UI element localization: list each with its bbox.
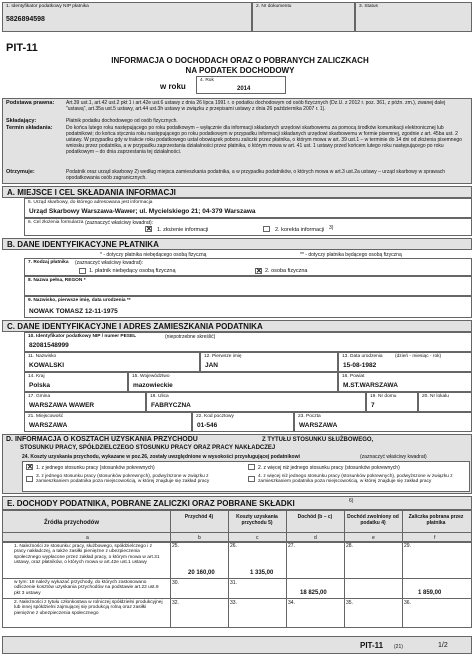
e-col-divider — [170, 510, 171, 628]
legal-basis-text: Art.39 ust.1, art.42 ust.2 pkt 1 i art.42e ust.6 ustawy z dnia 26 lipca 1991 r. o podatku dochodowym od osób fizycznych (Dz.U. z 2012 r. poz. 361, z późn. zm.), zwanej dalej "ustawą", art.35a ust.5 ustawy, art.44 ust.3h ustawy w związku z przepisami ustawy z dnia 26 października 2007 r. 1). — [66, 100, 446, 112]
year-label: 4. Rok — [200, 78, 214, 83]
commune-field[interactable] — [24, 392, 146, 412]
payer-type-opt2: 2. osoba fizyczna — [265, 268, 308, 274]
e-row-2-num: 30. — [172, 580, 179, 586]
section-e-header — [2, 496, 472, 510]
e-col-source: Źródła przychodów — [44, 520, 100, 526]
doc-number-label: 2. Nr dokumentu — [256, 4, 292, 9]
city-label: 21. Miejscowość — [28, 414, 64, 419]
e-col-costs: Koszty uzyskania przychodu 5) — [236, 514, 278, 526]
commune-value: WARSZAWA WAWER — [29, 402, 95, 409]
section-c-title: C. DANE IDENTYFIKACYJNE I ADRES ZAMIESZKANIA PODATNIKA — [7, 322, 263, 331]
recipient-text: Podatnik oraz urząd skarbowy 2) według miejsca zamieszkania podatnika, a w przypadku podatników, o których mowa w art.3 ust.2a ustawy – urząd skarbowy w sprawach opodatkowania osób zagranicznych. — [66, 169, 446, 181]
country-label: 14. Kraj — [28, 374, 45, 379]
purpose-opt2-label: 2. korekta informacji — [275, 227, 325, 233]
surname-field[interactable] — [24, 352, 200, 372]
county-label: 16. Powiat — [342, 374, 365, 379]
section-d-title-line2: STOSUNKU PRACY, SPÓŁDZIELCZEGO STOSUNKU PRACY ORAZ PRACY NAKŁADCZEJ — [20, 445, 276, 451]
e-col-exempt: Dochód zwolniony od podatku 4) — [347, 514, 399, 526]
tax-office-value: Urząd Skarbowy Warszawa-Wawer; ul. Mycielskiego 21; 04-379 Warszawa — [29, 208, 256, 215]
year-box — [196, 76, 286, 94]
section-d-q24: 24. Koszty uzyskania przychodu, wykazane w poz.26, zostały uwzględnione w wysokości przysługującej podatnikowi — [22, 454, 300, 460]
e-row-3-num: 34. — [288, 600, 295, 606]
flat-number-label: 20. Nr lokalu — [422, 394, 449, 399]
firstname-label: 12. Pierwsze imię — [204, 354, 242, 359]
payer-person-checkbox[interactable] — [255, 268, 262, 274]
post-office-field[interactable] — [294, 412, 472, 432]
taxpayer-id-hint: (niepotrzebne skreślić) — [165, 334, 216, 340]
province-label: 15. Województwo — [132, 374, 170, 379]
payer-person-value: NOWAK TOMASZ 12-11-1975 — [29, 308, 118, 315]
purpose-opt1-label: 1. złożenie informacji — [157, 227, 209, 233]
section-e-title: E. DOCHODY PODATNIKA, POBRANE ZALICZKI ORAZ POBRANE SKŁADKI — [7, 499, 295, 508]
section-d-hint: (zaznaczyć właściwy kwadrat) — [360, 454, 427, 460]
e-row-divider — [2, 598, 472, 599]
footer-form-code: PIT-11 — [360, 641, 384, 650]
purpose-correction-checkbox[interactable] — [263, 226, 270, 232]
section-c-header — [2, 320, 472, 332]
status-label: 3. Status — [359, 4, 378, 9]
doc-number-box — [252, 2, 355, 32]
e-col-divider — [402, 510, 403, 628]
house-number-value: 7 — [371, 402, 375, 409]
year-prefix: w roku — [160, 82, 186, 91]
dob-hint: (dzień - miesiąc - rok) — [395, 354, 442, 359]
cost-opt1-checkbox[interactable] — [26, 464, 33, 470]
city-value: WARSZAWA — [29, 422, 68, 429]
postcode-label: 22. Kod pocztowy — [196, 414, 234, 419]
dob-value: 15-08-1982 — [343, 362, 377, 369]
purpose-submit-checkbox[interactable] — [145, 226, 152, 232]
firstname-field[interactable] — [200, 352, 338, 372]
payer-nonperson-checkbox[interactable] — [79, 268, 86, 274]
taxpayer-id-field[interactable] — [24, 332, 472, 352]
nip-label: 1. Identyfikator podatkowy NIP płatnika — [6, 4, 89, 9]
payer-name-label: 8. Nazwa pełna, REGON * — [28, 278, 86, 283]
e-row-1-num: 28. — [346, 543, 353, 549]
e-col-divider — [228, 510, 229, 628]
flat-number-field[interactable] — [418, 392, 472, 412]
section-a-title: A. MIEJSCE I CEL SKŁADANIA INFORMACJI — [7, 188, 176, 197]
deadline-label: Termin składania: — [6, 125, 53, 131]
cost-opt3-checkbox[interactable] — [26, 476, 33, 482]
e-col-letter: c — [256, 535, 259, 541]
county-field[interactable] — [338, 372, 472, 392]
city-field[interactable] — [24, 412, 192, 432]
cost-opt4-label: 4. z więcej niż jednego stosunku pracy (stosunków pokrewnych), podwyższone w związku z zamieszkaniem podatnika poza miejscowością, w której znajduje się zakład pracy — [258, 474, 453, 485]
payer-name-field[interactable] — [24, 276, 472, 296]
province-value: mazowieckie — [133, 382, 173, 389]
taxpayer-id-value: 82081548999 — [29, 342, 69, 349]
status-box — [355, 2, 472, 32]
title-line-1: INFORMACJA O DOCHODACH ORAZ O POBRANYCH ZALICZKACH — [111, 56, 369, 65]
recipient-label: Otrzymuje: — [6, 169, 35, 175]
post-office-value: WARSZAWA — [299, 422, 338, 429]
dob-label: 13. Data urodzenia — [342, 354, 383, 359]
deadline-text: Do końca lutego roku następującego po roku podatkowym – wyłącznie dla informacji składanych urzędowi skarbowemu za pomocą środków komunikacji elektronicznej lub podatnikowi; do końca stycznia roku następującego po roku podatkowym w przypadku informacji składanych urzędowi skarbowemu w formie pisemnej, zgodnie z art. 45ba ust. 2 ustawy. W przypadku gdy w trakcie roku podatkowego ustał obowiązek poboru zaliczki przez płatnika, o którym mowa w art. 39 ust.1 – w terminie do 14 dni od złożenia pisemnego wniosku przez podatnika, a w przypadku zaprzestania działalności przez płatnika, o którym mowa w art. 41 ust. 1 ustawy przed końcem lutego roku następującego po roku podatkowym – do dnia zaprzestania tej działalności. — [66, 125, 462, 155]
e-row-3-num: 36. — [404, 600, 411, 606]
e-row-1-income[interactable]: 20 160,00 — [188, 570, 215, 576]
firstname-value: JAN — [205, 362, 219, 369]
e-row-1-num: 27. — [288, 543, 295, 549]
commune-label: 17. Gmina — [28, 394, 51, 399]
section-a-header — [2, 186, 472, 198]
e-col-letter: a — [86, 535, 89, 541]
postcode-field[interactable] — [192, 412, 294, 432]
street-field[interactable] — [146, 392, 366, 412]
e-row-3-num: 33. — [230, 600, 237, 606]
purpose-opt2-note: 3) — [329, 225, 334, 231]
e-row-2-num: 31. — [230, 580, 237, 586]
e-row-2-label: w tym: 18 należy wykazać przychody, do których zastosowano odliczenie kosztów uzyskania przychodów na podstawie art.22 ust.9 pkt 3 ustawy — [14, 580, 159, 596]
cost-opt2-checkbox[interactable] — [248, 464, 255, 470]
section-b-title: B. DANE IDENTYFIKACYJNE PŁATNIKA — [7, 240, 159, 249]
e-col-profit: Dochód (b – c) — [297, 514, 333, 520]
country-field[interactable] — [24, 372, 128, 392]
tax-office-field[interactable] — [24, 198, 472, 218]
cost-opt4-checkbox[interactable] — [248, 476, 255, 482]
e-row-1-num: 26. — [230, 543, 237, 549]
e-row-2-profit[interactable]: 18 825,00 — [300, 590, 327, 596]
filers-text: Płatnik podatku dochodowego od osób fizycznych. — [66, 118, 178, 124]
payer-type-field — [24, 258, 472, 276]
e-row-3-num: 32. — [172, 600, 179, 606]
dob-field[interactable] — [338, 352, 472, 372]
surname-label: 11. Nazwisko — [28, 354, 57, 359]
cost-opt2-label: 2. z więcej niż jednego stosunku pracy (stosunków pokrewnych) — [258, 465, 400, 471]
taxpayer-id-label: 10. Identyfikator podatkowy NIP / numer PESEL — [28, 334, 137, 339]
e-row-1-costs[interactable]: 1 335,00 — [250, 570, 274, 576]
payer-person-label: 9. Nazwisko, pierwsze imię, data urodzenia ** — [28, 298, 131, 303]
checkmark-icon: ✕ — [27, 464, 33, 471]
legal-basis-label: Podstawa prawna: — [6, 100, 55, 106]
e-row-2-advance[interactable]: 1 859,00 — [418, 590, 442, 596]
e-row-3-label: 2. Należności z tytułu członkostwa w rolniczej spółdzielni produkcyjnej lub innej spółdzielni zajmującej się produkcją rolną oraz zasiłki pieniężne z ubezpieczenia społecznego — [14, 600, 163, 616]
e-row-3-num: 35. — [346, 600, 353, 606]
section-d-title-left: D. INFORMACJA O KOSZTACH UZYSKANIA PRZYCHODU — [6, 436, 198, 443]
e-col-letter: b — [198, 535, 201, 541]
checkmark-icon: ✕ — [256, 268, 262, 275]
purpose-field — [24, 218, 472, 236]
section-b-note-left: * - dotyczy płatnika niebędącego osobą fizyczną — [100, 252, 207, 258]
e-col-divider — [344, 510, 345, 628]
cost-opt1-label: 1. z jednego stosunku pracy (stosunków pokrewnych) — [36, 465, 155, 471]
e-col-letter: e — [372, 535, 375, 541]
nip-value: 5826894598 — [6, 16, 45, 23]
county-value: M.ST.WARSZAWA — [343, 382, 398, 389]
payer-type-opt1: 1. płatnik niebędący osobą fizyczną — [89, 268, 176, 274]
e-col-income: Przychód 4) — [184, 514, 214, 520]
post-office-label: 23. Poczta — [298, 414, 321, 419]
section-e-title-note: 6) — [349, 498, 354, 504]
title-line-2: NA PODATEK DOCHODOWY — [185, 66, 295, 75]
section-b-header — [2, 238, 472, 250]
e-col-advance: Zaliczka pobrana przez płatnika — [408, 514, 464, 526]
section-d-title-right: Z TYTUŁU STOSUNKU SŁUŻBOWEGO, — [262, 437, 374, 443]
e-col-letter: f — [434, 535, 436, 541]
e-row-1-num: 29. — [404, 543, 411, 549]
house-number-label: 19. Nr domu — [370, 394, 397, 399]
payer-person-field[interactable] — [24, 296, 472, 318]
tax-office-label: 5. Urząd skarbowy, do którego adresowana jest informacja — [28, 200, 153, 205]
form-code: PIT-11 — [6, 42, 38, 54]
e-row-divider — [2, 578, 472, 579]
cost-opt3-label: 3. z jednego stosunku pracy (stosunków pokrewnych), podwyższone w związku z zamieszkaniem podatnika poza miejscowością, w której znajduje się zakład pracy — [36, 474, 210, 485]
postcode-value: 01-546 — [197, 422, 218, 429]
country-value: Polska — [29, 382, 50, 389]
house-number-field[interactable] — [366, 392, 418, 412]
street-value: FABRYCZNA — [151, 402, 191, 409]
purpose-hint: (zaznaczyć właściwy kwadrat): — [85, 220, 154, 226]
payer-type-hint: (zaznaczyć właściwy kwadrat): — [75, 260, 144, 266]
province-field[interactable] — [128, 372, 338, 392]
section-b-note-right: ** - dotyczy płatnika będącego osobą fizyczną — [300, 252, 402, 258]
e-row-1-num: 25. — [172, 543, 179, 549]
footer-page-number: 1/2 — [438, 642, 448, 649]
filers-label: Składający: — [6, 118, 37, 124]
footer-version: (21) — [394, 644, 403, 650]
surname-value: KOWALSKI — [29, 362, 65, 369]
e-row-divider — [2, 532, 472, 533]
e-col-letter: d — [314, 535, 317, 541]
checkmark-icon: ✕ — [146, 226, 152, 233]
e-row-1-label: 1. Należności ze stosunku: pracy, służbowego, spółdzielczego i z pracy nakładczej, a także zasiłki pieniężne z ubezpieczenia społecznego wypłacone przez zakład pracy, o którym mowa w art.31 ustawy, oraz płatników, o których mowa w art.42e ust.1 ustawy — [14, 544, 160, 565]
payer-type-label: 7. Rodzaj płatnika — [28, 260, 69, 265]
e-col-divider — [286, 510, 287, 628]
street-label: 18. Ulica — [150, 394, 169, 399]
year-value: 2014 — [237, 86, 251, 92]
purpose-label: 6. Cel złożenia formularza — [28, 220, 84, 225]
